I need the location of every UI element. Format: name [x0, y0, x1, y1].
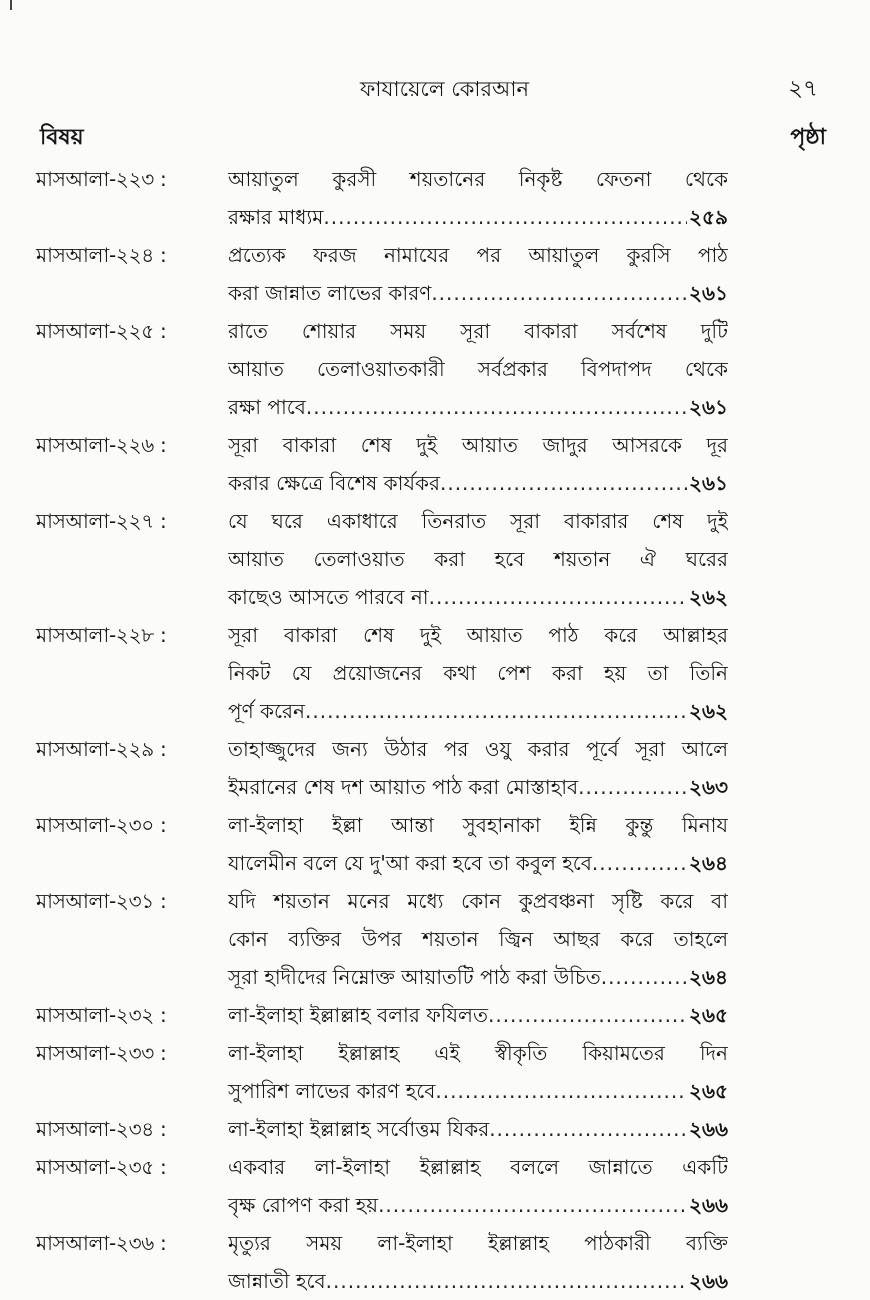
- entry-last-line: [228, 388, 728, 426]
- contents-entry: [36, 730, 826, 806]
- dot-leader: [431, 274, 687, 312]
- contents-entry: [36, 996, 826, 1034]
- entry-last-text: পূর্ণ করেন: [228, 699, 305, 723]
- entry-last-text: রক্ষার মাধ্যম: [228, 205, 324, 229]
- entry-page-number: ২৬৬: [688, 1117, 728, 1141]
- entry-last-line: [228, 1262, 728, 1300]
- entry-text: [228, 730, 728, 806]
- entry-last-line: [228, 578, 728, 616]
- entry-page-number: ২৬৬: [688, 1269, 728, 1293]
- entry-label: মাসআলা-২৩৪ :: [36, 1117, 167, 1141]
- dot-leader: [435, 1072, 687, 1110]
- entry-label: মাসআলা-২২৯ :: [36, 737, 167, 761]
- dot-leader: [326, 1262, 687, 1300]
- running-title: ফাযায়েলে কোরআন: [360, 77, 530, 101]
- entry-label: মাসআলা-২৩০ :: [36, 813, 167, 837]
- entry-text: [228, 1034, 728, 1110]
- entry-page-number: ২৬৪: [689, 965, 728, 989]
- entry-label: মাসআলা-২২৩ :: [36, 167, 167, 191]
- contents-entry: [36, 806, 826, 882]
- entry-last-text: লা-ইলাহা ইল্লাল্লাহ সর্বোত্তম যিকর: [228, 1117, 490, 1141]
- entry-page-number: ২৬১: [689, 471, 728, 495]
- entry-text: [228, 1110, 728, 1148]
- entry-last-line: [228, 464, 728, 502]
- entry-page-number: ২৫৯: [689, 205, 728, 229]
- entry-last-text: সূরা হাদীদের নিম্নোক্ত আয়াতটি পাঠ করা উচিত: [228, 965, 601, 989]
- contents-entry: [36, 1224, 826, 1300]
- entry-page-number: ২৬২: [688, 699, 728, 723]
- dot-leader: [592, 844, 687, 882]
- entry-last-text: বৃক্ষ রোপণ করা হয়: [228, 1193, 379, 1217]
- entry-label: মাসআলা-২৩৫ :: [36, 1155, 167, 1179]
- entry-label: মাসআলা-২২৮ :: [36, 623, 167, 647]
- entry-line: মৃত্যুর সময় লা-ইলাহা ইল্লাল্লাহ পাঠকারী ব্যক্তি: [228, 1231, 728, 1255]
- entry-last-line: [228, 1110, 728, 1148]
- margin-mark: [10, 0, 12, 10]
- entry-line: লা-ইলাহা ইল্লাল্লাহ এই স্বীকৃতি কিয়ামতের দিন: [228, 1041, 728, 1065]
- entry-line: লা-ইলাহা ইল্লা আন্তা সুবহানাকা ইন্নি কুন্তু মিনায: [228, 813, 728, 837]
- dot-leader: [305, 692, 687, 730]
- entry-last-line: [228, 1072, 728, 1110]
- dot-leader: [489, 1110, 687, 1148]
- contents-list: [36, 160, 826, 1300]
- entry-text: [228, 806, 728, 882]
- entry-line: আয়াত তেলাওয়াত করা হবে শয়তান ঐ ঘরের: [228, 547, 728, 571]
- entry-page-number: ২৬৬: [688, 1193, 728, 1217]
- entry-last-line: [228, 198, 728, 236]
- page-heading: পৃষ্ঠা: [790, 125, 826, 150]
- entry-last-line: [228, 996, 728, 1034]
- entry-last-text: রক্ষা পাবে: [228, 395, 306, 419]
- entry-line: তাহাজ্জুদের জন্য উঠার পর ওযু করার পূর্বে সূরা আলে: [228, 737, 728, 761]
- entry-text: [228, 312, 728, 426]
- contents-entry: [36, 1110, 826, 1148]
- entry-line: সূরা বাকারা শেষ দুই আয়াত পাঠ করে আল্লাহর: [228, 623, 728, 647]
- entry-label: মাসআলা-২২৬ :: [36, 433, 167, 457]
- entry-label: মাসআলা-২৩৩ :: [36, 1041, 167, 1065]
- entry-label: মাসআলা-২৩১ :: [36, 889, 167, 913]
- entry-page-number: ২৬২: [688, 585, 728, 609]
- entry-line: রাতে শোয়ার সময় সূরা বাকারা সর্বশেষ দুটি: [228, 319, 728, 343]
- contents-entry: [36, 312, 826, 426]
- contents-entry: [36, 1148, 826, 1224]
- entry-label: মাসআলা-২২৭ :: [36, 509, 167, 533]
- contents-entry: [36, 160, 826, 236]
- entry-label: মাসআলা-২২৫ :: [36, 319, 167, 343]
- contents-entry: [36, 236, 826, 312]
- dot-leader: [488, 996, 687, 1034]
- entry-text: [228, 996, 728, 1034]
- dot-leader: [378, 1186, 687, 1224]
- contents-entry: [36, 616, 826, 730]
- entry-line: নিকট যে প্রয়োজনের কথা পেশ করা হয় তা তিনি: [228, 661, 728, 685]
- entry-label: মাসআলা-২২৪ :: [36, 243, 167, 267]
- entry-last-text: কাছেও আসতে পারবে না: [228, 585, 429, 609]
- dot-leader: [440, 464, 687, 502]
- entry-line: যে ঘরে একাধারে তিনরাত সূরা বাকারার শেষ দুই: [228, 509, 728, 533]
- entry-last-text: জান্নাতী হবে: [228, 1269, 326, 1293]
- entry-text: [228, 160, 728, 236]
- entry-page-number: ২৬৪: [689, 851, 728, 875]
- entry-last-line: [228, 768, 728, 806]
- entry-text: [228, 616, 728, 730]
- entry-last-text: লা-ইলাহা ইল্লাল্লাহ বলার ফযিলত: [228, 1003, 488, 1027]
- entry-line: যদি শয়তান মনের মধ্যে কোন কুপ্রবঞ্চনা সৃষ্টি করে বা: [228, 889, 728, 913]
- entry-last-text: করা জান্নাত লাভের কারণ: [228, 281, 432, 305]
- entry-line: প্রত্যেক ফরজ নামাযের পর আয়াতুল কুরসি পাঠ: [228, 243, 728, 267]
- entry-line: আয়াত তেলাওয়াতকারী সর্বপ্রকার বিপদাপদ থেকে: [228, 357, 728, 381]
- entry-text: [228, 1224, 728, 1300]
- page-number: ২৭: [788, 76, 818, 102]
- entry-last-line: [228, 692, 728, 730]
- entry-last-line: [228, 844, 728, 882]
- entry-page-number: ২৬৩: [688, 775, 728, 799]
- entry-last-line: [228, 1186, 728, 1224]
- entry-line: সূরা বাকারা শেষ দুই আয়াত জাদুর আসরকে দূর: [228, 433, 728, 457]
- entry-text: [228, 502, 728, 616]
- dot-leader: [578, 768, 687, 806]
- entry-last-text: যালেমীন বলে যে দু'আ করা হবে তা কবুল হবে: [228, 851, 592, 875]
- entry-label: মাসআলা-২৩৬ :: [36, 1231, 167, 1255]
- contents-entry: [36, 426, 826, 502]
- entry-line: একবার লা-ইলাহা ইল্লাল্লাহ বললে জান্নাতে একটি: [228, 1155, 728, 1179]
- dot-leader: [601, 958, 687, 996]
- entry-line: আয়াতুল কুরসী শয়তানের নিকৃষ্ট ফেতনা থেকে: [228, 167, 728, 191]
- entry-text: [228, 882, 728, 996]
- entry-page-number: ২৬১: [689, 395, 728, 419]
- entry-text: [228, 426, 728, 502]
- dot-leader: [429, 578, 687, 616]
- entry-last-text: ইমরানের শেষ দশ আয়াত পাঠ করা মোস্তাহাব: [228, 775, 579, 799]
- entry-page-number: ২৬৫: [689, 1079, 728, 1103]
- subject-heading: বিষয়: [40, 125, 84, 150]
- entry-last-line: [228, 958, 728, 996]
- entry-page-number: ২৬৫: [689, 1003, 728, 1027]
- entry-page-number: ২৬১: [689, 281, 728, 305]
- running-head: [0, 74, 870, 110]
- entry-text: [228, 236, 728, 312]
- dot-leader: [306, 388, 687, 426]
- entry-text: [228, 1148, 728, 1224]
- column-headings: [40, 120, 826, 156]
- entry-label: মাসআলা-২৩২ :: [36, 1003, 167, 1027]
- entry-last-line: [228, 274, 728, 312]
- contents-entry: [36, 882, 826, 996]
- contents-entry: [36, 502, 826, 616]
- entry-last-text: করার ক্ষেত্রে বিশেষ কার্যকর: [228, 471, 440, 495]
- entry-line: কোন ব্যক্তির উপর শয়তান জ্বিন আছর করে তাহলে: [228, 927, 728, 951]
- contents-entry: [36, 1034, 826, 1110]
- dot-leader: [323, 198, 687, 236]
- entry-last-text: সুপারিশ লাভের কারণ হবে: [228, 1079, 436, 1103]
